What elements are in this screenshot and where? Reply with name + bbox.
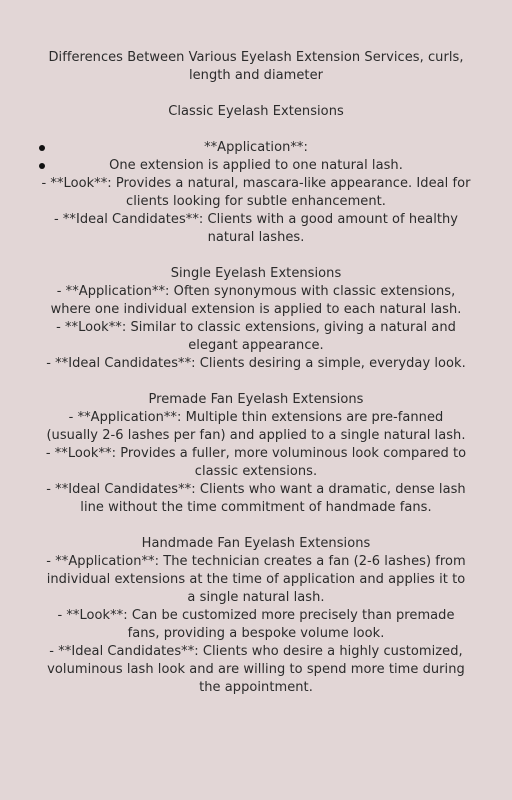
bullet-item <box>41 139 471 157</box>
section-heading: Classic Eyelash Extensions <box>168 104 344 119</box>
spacer <box>41 517 471 535</box>
section-classic <box>41 103 471 247</box>
bullet-text: One extension is applied to one natural lash. <box>109 158 403 173</box>
section-line: - **Look**: Provides a fuller, more voluminous look compared to classic extensions. <box>45 446 467 479</box>
section-line: - **Application**: The technician creates a fan (2-6 lashes) from individual extensions at the time of application and applies it to a single natural lash. <box>46 554 466 605</box>
section-line: - **Ideal Candidates**: Clients who want a dramatic, dense lash line without the time commitment of handmade fans. <box>46 482 466 515</box>
section-line: - **Look**: Provides a natural, mascara-like appearance. Ideal for clients looking for subtle enhancement. <box>41 176 471 209</box>
section-line: - **Ideal Candidates**: Clients with a good amount of healthy natural lashes. <box>53 212 459 245</box>
section-line: - **Application**: Multiple thin extensions are pre-fanned (usually 2-6 lashes per fan) and applied to a single natural lash. <box>46 410 466 443</box>
section-premade-fan <box>41 391 471 517</box>
spacer <box>41 85 471 103</box>
section-heading: Handmade Fan Eyelash Extensions <box>141 536 371 551</box>
bullet-item <box>41 157 471 175</box>
spacer <box>41 373 471 391</box>
section-heading: Premade Fan Eyelash Extensions <box>148 392 364 407</box>
section-line: - **Look**: Similar to classic extensions, giving a natural and elegant appearance. <box>56 320 456 353</box>
document-content <box>41 49 471 697</box>
section-single <box>41 265 471 373</box>
section-line: - **Application**: Often synonymous with classic extensions, where one individual extension is applied to each natural lash. <box>50 284 462 317</box>
document-title: Differences Between Various Eyelash Extension Services, curls, length and diameter <box>48 50 464 83</box>
spacer <box>41 121 471 139</box>
bullet-text: **Application**: <box>204 140 308 155</box>
section-line: - **Ideal Candidates**: Clients desiring a simple, everyday look. <box>46 356 466 371</box>
section-heading: Single Eyelash Extensions <box>170 266 342 281</box>
section-line: - **Ideal Candidates**: Clients who desire a highly customized, voluminous lash look and are willing to spend more time during the appointment. <box>47 644 465 695</box>
spacer <box>41 247 471 265</box>
section-line: - **Look**: Can be customized more precisely than premade fans, providing a bespoke volume look. <box>57 608 455 641</box>
bullet-list <box>41 139 471 175</box>
section-handmade-fan <box>41 535 471 697</box>
